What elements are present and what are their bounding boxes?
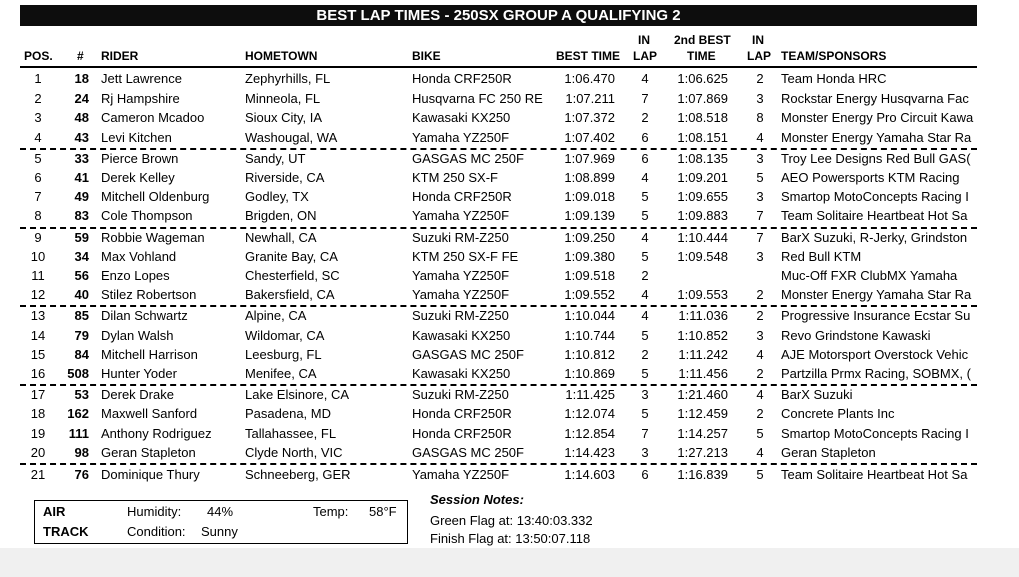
number-cell: 59 xyxy=(74,230,89,245)
bike-cell: GASGAS MC 250F xyxy=(412,151,524,166)
table-row xyxy=(0,424,1019,443)
second-in-lap-cell: 2 xyxy=(756,308,764,323)
condition-value: Sunny xyxy=(201,524,238,539)
second-best-time-cell: 1:06.625 xyxy=(677,71,728,86)
position-cell: 8 xyxy=(34,208,42,223)
second-best-time-cell: 1:08.518 xyxy=(677,110,728,125)
hometown-cell: Bakersfield, CA xyxy=(245,287,335,302)
bike-cell: Suzuki RM-Z250 xyxy=(412,230,509,245)
rider-cell: Robbie Wageman xyxy=(101,230,205,245)
bike-cell: Yamaha YZ250F xyxy=(412,130,510,145)
bike-cell: Yamaha YZ250F xyxy=(412,208,510,223)
number-cell: 111 xyxy=(68,426,89,441)
in-lap-cell: 6 xyxy=(641,467,649,482)
table-row xyxy=(0,385,1019,404)
table-row xyxy=(0,404,1019,423)
position-cell: 7 xyxy=(34,189,42,204)
best-time-cell: 1:11.425 xyxy=(565,387,615,402)
team-cell: Team Solitaire Heartbeat Hot Sa xyxy=(781,208,968,223)
bike-cell: Honda CRF250R xyxy=(412,426,512,441)
hometown-cell: Washougal, WA xyxy=(245,130,338,145)
bike-cell: Yamaha YZ250F xyxy=(412,287,510,302)
team-cell: Monster Energy Yamaha Star Ra xyxy=(781,130,972,145)
green-flag-note: Green Flag at: 13:40:03.332 xyxy=(430,513,593,528)
best-time-cell: 1:09.250 xyxy=(564,230,615,245)
rider-cell: Rj Hampshire xyxy=(101,91,180,106)
second-best-time-cell: 1:16.839 xyxy=(677,467,728,482)
best-time-cell: 1:09.552 xyxy=(564,287,615,302)
in-lap-cell: 5 xyxy=(641,189,649,204)
team-cell: Team Solitaire Heartbeat Hot Sa xyxy=(781,467,968,482)
header-in-lap-top: IN xyxy=(638,33,650,47)
number-cell: 83 xyxy=(74,208,89,223)
bike-cell: Suzuki RM-Z250 xyxy=(412,308,509,323)
best-time-cell: 1:10.869 xyxy=(564,366,615,381)
hometown-cell: Sioux City, IA xyxy=(245,110,323,125)
position-cell: 5 xyxy=(34,151,42,166)
in-lap-cell: 4 xyxy=(641,170,649,185)
header-hometown: HOMETOWN xyxy=(245,49,318,63)
second-best-time-cell: 1:11.242 xyxy=(678,347,728,362)
team-cell: Monster Energy Yamaha Star Ra xyxy=(781,287,972,302)
number-cell: 34 xyxy=(74,249,89,264)
number-cell: 85 xyxy=(74,308,89,323)
humidity-label: Humidity: xyxy=(127,504,182,519)
in-lap-cell: 3 xyxy=(641,387,649,402)
best-time-cell: 1:12.074 xyxy=(564,406,615,421)
number-cell: 162 xyxy=(67,406,89,421)
second-best-time-cell: 1:09.655 xyxy=(677,189,728,204)
best-time-cell: 1:07.211 xyxy=(565,91,615,106)
second-in-lap-cell: 5 xyxy=(756,467,764,482)
bike-cell: Husqvarna FC 250 RE xyxy=(412,91,543,106)
table-row xyxy=(0,108,1019,127)
humidity-value: 44% xyxy=(207,504,234,519)
in-lap-cell: 4 xyxy=(641,230,649,245)
bike-cell: Honda CRF250R xyxy=(412,406,512,421)
team-cell: Geran Stapleton xyxy=(781,445,876,460)
second-best-time-cell: 1:12.459 xyxy=(677,406,728,421)
second-in-lap-cell: 4 xyxy=(756,387,764,402)
number-cell: 79 xyxy=(74,328,89,343)
second-in-lap-cell: 3 xyxy=(756,249,764,264)
header-rider: RIDER xyxy=(101,49,139,63)
second-best-time-cell: 1:10.444 xyxy=(677,230,728,245)
best-time-cell: 1:08.899 xyxy=(564,170,615,185)
hometown-cell: Brigden, ON xyxy=(245,208,317,223)
rider-cell: Anthony Rodriguez xyxy=(101,426,212,441)
table-row xyxy=(0,345,1019,364)
best-time-cell: 1:10.744 xyxy=(564,328,615,343)
team-cell: Revo Grindstone Kawaski xyxy=(781,328,931,343)
position-cell: 6 xyxy=(34,170,42,185)
number-cell: 98 xyxy=(74,445,89,460)
position-cell: 1 xyxy=(34,71,42,86)
second-best-time-cell: 1:08.135 xyxy=(677,151,728,166)
number-cell: 48 xyxy=(74,110,89,125)
bike-cell: Yamaha YZ250F xyxy=(412,268,510,283)
best-time-cell: 1:06.470 xyxy=(564,71,615,86)
rider-cell: Levi Kitchen xyxy=(101,130,172,145)
best-time-cell: 1:07.969 xyxy=(564,151,615,166)
second-best-time-cell: 1:27.213 xyxy=(677,445,728,460)
rider-cell: Enzo Lopes xyxy=(101,268,170,283)
position-cell: 21 xyxy=(30,467,46,482)
in-lap-cell: 4 xyxy=(641,287,649,302)
bike-cell: GASGAS MC 250F xyxy=(412,347,524,362)
position-cell: 15 xyxy=(30,347,46,362)
hometown-cell: Godley, TX xyxy=(245,189,309,204)
hometown-cell: Chesterfield, SC xyxy=(245,268,340,283)
table-row xyxy=(0,326,1019,345)
number-cell: 18 xyxy=(74,71,89,86)
position-cell: 9 xyxy=(34,230,42,245)
hometown-cell: Riverside, CA xyxy=(245,170,325,185)
header-bike: BIKE xyxy=(412,49,441,63)
best-time-cell: 1:07.372 xyxy=(564,110,615,125)
second-in-lap-cell: 3 xyxy=(756,189,764,204)
second-best-time-cell: 1:09.883 xyxy=(677,208,728,223)
position-cell: 19 xyxy=(30,426,46,441)
second-in-lap-cell: 3 xyxy=(756,91,764,106)
best-time-cell: 1:07.402 xyxy=(564,130,615,145)
in-lap-cell: 5 xyxy=(641,249,649,264)
header-best-time: BEST TIME xyxy=(556,49,621,63)
table-row xyxy=(0,89,1019,108)
team-cell: Troy Lee Designs Red Bull GAS( xyxy=(781,151,971,166)
best-time-cell: 1:09.518 xyxy=(564,268,615,283)
temp-value: 58°F xyxy=(369,504,397,519)
best-time-cell: 1:10.812 xyxy=(564,347,615,362)
hometown-cell: Wildomar, CA xyxy=(245,328,325,343)
best-time-cell: 1:09.380 xyxy=(564,249,615,264)
table-row xyxy=(0,128,1019,147)
header-2nd-best-bottom: TIME xyxy=(687,49,716,63)
bike-cell: KTM 250 SX-F xyxy=(412,170,498,185)
rider-cell: Cameron Mcadoo xyxy=(101,110,205,125)
hometown-cell: Granite Bay, CA xyxy=(245,249,338,264)
number-cell: 508 xyxy=(67,366,89,381)
in-lap-cell: 4 xyxy=(641,308,649,323)
rider-cell: Dominique Thury xyxy=(101,467,200,482)
hometown-cell: Minneola, FL xyxy=(245,91,321,106)
rider-cell: Geran Stapleton xyxy=(101,445,196,460)
position-cell: 20 xyxy=(30,445,46,460)
rider-cell: Maxwell Sanford xyxy=(101,406,198,421)
best-time-cell: 1:12.854 xyxy=(564,426,615,441)
second-in-lap-cell: 4 xyxy=(756,445,764,460)
second-in-lap-cell: 5 xyxy=(756,426,764,441)
in-lap-cell: 6 xyxy=(641,130,649,145)
position-cell: 3 xyxy=(34,110,42,125)
team-cell: Progressive Insurance Ecstar Su xyxy=(781,308,971,323)
best-time-cell: 1:09.139 xyxy=(564,208,615,223)
second-best-time-cell: 1:11.036 xyxy=(678,308,728,323)
number-cell: 24 xyxy=(74,91,89,106)
second-in-lap-cell: 4 xyxy=(756,347,764,362)
second-in-lap-cell: 5 xyxy=(756,170,764,185)
rider-cell: Dilan Schwartz xyxy=(101,308,188,323)
condition-label: Condition: xyxy=(127,524,186,539)
rider-cell: Mitchell Harrison xyxy=(101,347,198,362)
header-in-lap2-bottom: LAP xyxy=(747,49,771,63)
table-row xyxy=(0,69,1019,88)
track-label: TRACK xyxy=(43,524,89,539)
second-in-lap-cell: 2 xyxy=(756,406,764,421)
hometown-cell: Pasadena, MD xyxy=(245,406,331,421)
rider-cell: Cole Thompson xyxy=(101,208,193,223)
position-cell: 12 xyxy=(30,287,46,302)
bike-cell: Suzuki RM-Z250 xyxy=(412,387,509,402)
finish-flag-note: Finish Flag at: 13:50:07.118 xyxy=(430,531,591,546)
hometown-cell: Schneeberg, GER xyxy=(245,467,351,482)
team-cell: Smartop MotoConcepts Racing I xyxy=(781,426,969,441)
header-2nd-best-top: 2nd BEST xyxy=(674,33,731,47)
in-lap-cell: 4 xyxy=(641,71,649,86)
team-cell: Team Honda HRC xyxy=(781,71,887,86)
number-cell: 76 xyxy=(74,467,89,482)
second-in-lap-cell: 7 xyxy=(756,230,764,245)
in-lap-cell: 5 xyxy=(641,406,649,421)
second-best-time-cell: 1:08.151 xyxy=(677,130,728,145)
position-cell: 11 xyxy=(31,268,45,283)
second-best-time-cell: 1:21.460 xyxy=(677,387,728,402)
team-cell: AEO Powersports KTM Racing xyxy=(781,170,960,185)
air-label: AIR xyxy=(43,504,66,519)
header-pos: POS. xyxy=(24,49,53,63)
team-cell: Smartop MotoConcepts Racing I xyxy=(781,189,969,204)
team-cell: Muc-Off FXR ClubMX Yamaha xyxy=(781,268,958,283)
header-team: TEAM/SPONSORS xyxy=(781,49,887,63)
number-cell: 53 xyxy=(74,387,89,402)
in-lap-cell: 7 xyxy=(641,91,649,106)
second-in-lap-cell: 2 xyxy=(756,71,764,86)
bike-cell: KTM 250 SX-F FE xyxy=(412,249,519,264)
second-in-lap-cell: 8 xyxy=(756,110,764,125)
in-lap-cell: 2 xyxy=(641,110,649,125)
weather-box xyxy=(34,500,408,544)
hometown-cell: Lake Elsinore, CA xyxy=(245,387,350,402)
second-in-lap-cell: 2 xyxy=(756,287,764,302)
position-cell: 18 xyxy=(30,406,46,421)
rider-cell: Mitchell Oldenburg xyxy=(101,189,210,204)
bike-cell: Kawasaki KX250 xyxy=(412,328,511,343)
in-lap-cell: 6 xyxy=(641,151,649,166)
second-best-time-cell: 1:14.257 xyxy=(677,426,728,441)
hometown-cell: Zephyrhills, FL xyxy=(245,71,331,86)
second-in-lap-cell: 3 xyxy=(756,151,764,166)
team-cell: AJE Motorsport Overstock Vehic xyxy=(781,347,969,362)
number-cell: 84 xyxy=(74,347,89,362)
team-cell: Partzilla Prmx Racing, SOBMX, ( xyxy=(781,366,971,381)
table-row xyxy=(0,168,1019,187)
in-lap-cell: 5 xyxy=(641,366,649,381)
number-cell: 56 xyxy=(74,268,89,283)
position-cell: 16 xyxy=(30,366,46,381)
header-in-lap-bottom: LAP xyxy=(633,49,657,63)
rider-cell: Max Vohland xyxy=(101,249,177,264)
number-cell: 49 xyxy=(74,189,89,204)
team-cell: BarX Suzuki xyxy=(781,387,853,402)
second-best-time-cell: 1:11.456 xyxy=(678,366,728,381)
in-lap-cell: 5 xyxy=(641,328,649,343)
number-cell: 33 xyxy=(74,151,89,166)
second-in-lap-cell: 4 xyxy=(756,130,764,145)
best-time-cell: 1:14.603 xyxy=(564,467,615,482)
best-time-cell: 1:10.044 xyxy=(564,308,615,323)
rider-cell: Pierce Brown xyxy=(101,151,179,166)
rider-cell: Derek Kelley xyxy=(101,170,175,185)
table-row xyxy=(0,364,1019,383)
rider-cell: Jett Lawrence xyxy=(101,71,182,86)
second-best-time-cell: 1:10.852 xyxy=(677,328,728,343)
second-best-time-cell: 1:09.548 xyxy=(677,249,728,264)
position-cell: 10 xyxy=(30,249,46,264)
group-separator xyxy=(20,227,977,229)
bike-cell: Honda CRF250R xyxy=(412,71,512,86)
header-in-lap2-top: IN xyxy=(752,33,764,47)
bike-cell: Yamaha YZ250F xyxy=(412,467,510,482)
in-lap-cell: 7 xyxy=(641,426,649,441)
hometown-cell: Alpine, CA xyxy=(245,308,307,323)
bike-cell: Kawasaki KX250 xyxy=(412,366,511,381)
rider-cell: Derek Drake xyxy=(101,387,174,402)
rider-cell: Hunter Yoder xyxy=(101,366,177,381)
table-row xyxy=(0,187,1019,206)
table-row xyxy=(0,285,1019,304)
team-cell: Monster Energy Pro Circuit Kawa xyxy=(781,110,974,125)
table-row xyxy=(0,149,1019,168)
table-row xyxy=(0,443,1019,462)
position-cell: 4 xyxy=(34,130,42,145)
header-divider xyxy=(20,66,977,68)
bike-cell: Kawasaki KX250 xyxy=(412,110,511,125)
team-cell: Rockstar Energy Husqvarna Fac xyxy=(781,91,969,106)
session-notes-title: Session Notes: xyxy=(430,492,524,507)
group-separator xyxy=(20,148,977,150)
page-title: BEST LAP TIMES - 250SX GROUP A QUALIFYING 2 xyxy=(20,5,977,26)
number-cell: 40 xyxy=(74,287,89,302)
best-time-cell: 1:09.018 xyxy=(564,189,615,204)
table-row xyxy=(0,465,1019,484)
table-row xyxy=(0,228,1019,247)
position-cell: 17 xyxy=(30,387,46,402)
hometown-cell: Newhall, CA xyxy=(245,230,317,245)
table-row xyxy=(0,206,1019,225)
hometown-cell: Menifee, CA xyxy=(245,366,317,381)
in-lap-cell: 3 xyxy=(641,445,649,460)
position-cell: 13 xyxy=(30,308,46,323)
table-row xyxy=(0,247,1019,266)
rider-cell: Dylan Walsh xyxy=(101,328,174,343)
group-separator xyxy=(20,384,977,386)
hometown-cell: Tallahassee, FL xyxy=(245,426,337,441)
number-cell: 41 xyxy=(74,170,89,185)
rider-cell: Stilez Robertson xyxy=(101,287,197,302)
number-cell: 43 xyxy=(74,130,89,145)
table-row xyxy=(0,306,1019,325)
second-in-lap-cell: 7 xyxy=(756,208,764,223)
group-separator xyxy=(20,463,977,465)
bottom-shade xyxy=(0,548,1019,577)
second-best-time-cell: 1:09.201 xyxy=(677,170,728,185)
second-best-time-cell: 1:07.869 xyxy=(677,91,728,106)
position-cell: 2 xyxy=(34,91,42,106)
hometown-cell: Leesburg, FL xyxy=(245,347,322,362)
bike-cell: Honda CRF250R xyxy=(412,189,512,204)
hometown-cell: Clyde North, VIC xyxy=(245,445,343,460)
second-best-time-cell: 1:09.553 xyxy=(677,287,728,302)
in-lap-cell: 2 xyxy=(641,268,649,283)
team-cell: Red Bull KTM xyxy=(781,249,862,264)
team-cell: Concrete Plants Inc xyxy=(781,406,895,421)
second-in-lap-cell: 3 xyxy=(756,328,764,343)
hometown-cell: Sandy, UT xyxy=(245,151,306,166)
position-cell: 14 xyxy=(30,328,46,343)
second-in-lap-cell: 2 xyxy=(756,366,764,381)
in-lap-cell: 2 xyxy=(641,347,649,362)
temp-label: Temp: xyxy=(313,504,349,519)
best-time-cell: 1:14.423 xyxy=(564,445,615,460)
group-separator xyxy=(20,305,977,307)
team-cell: BarX Suzuki, R-Jerky, Grindston xyxy=(781,230,968,245)
table-row xyxy=(0,266,1019,285)
bike-cell: GASGAS MC 250F xyxy=(412,445,524,460)
in-lap-cell: 5 xyxy=(641,208,649,223)
header-number: # xyxy=(77,49,84,63)
